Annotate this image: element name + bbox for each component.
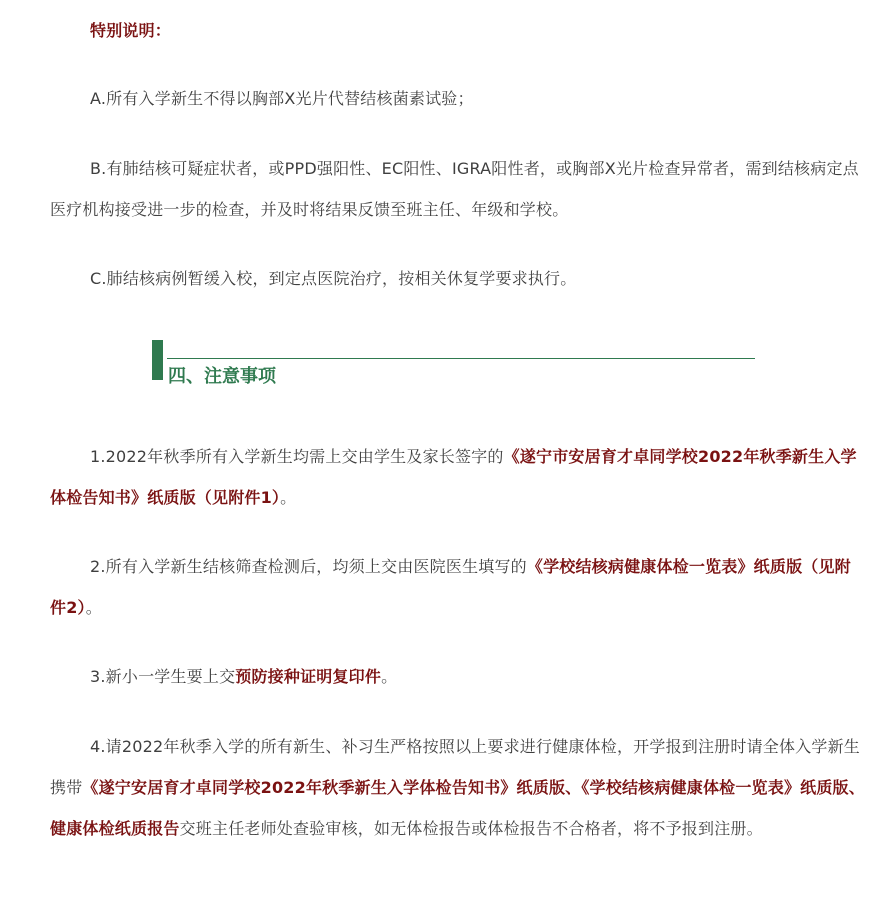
heading-accent-bar: [152, 340, 163, 380]
notice-item-3-highlight: 预防接种证明复印件: [235, 667, 382, 686]
notice-item-4-end: 交班主任老师处查验审核，如无体检报告或体检报告不合格者，将不予报到注册。: [179, 819, 763, 838]
notice-item-1-end: 。: [280, 488, 297, 507]
notice-item-3-end: 。: [381, 667, 398, 686]
notice-item-1-text: 1.2022年秋季所有入学新生均需上交由学生及家长签字的: [90, 447, 504, 466]
heading-divider: [167, 358, 755, 359]
special-note-item-a: A.所有入学新生不得以胸部X光片代替结核菌素试验；: [90, 89, 474, 108]
notice-item-4-highlight: 《遂宁安居育才卓同学校2022年秋季新生入学体检告知书》纸质版、《学校结核病健康体检一览表》纸质版、健康体检纸质报告: [50, 778, 865, 838]
section-heading: [152, 338, 756, 394]
notice-item-3-text: 3.新小一学生要上交: [90, 667, 236, 686]
notice-item-2-highlight: 《学校结核病健康体检一览表》纸质版（见附件2）: [50, 557, 851, 617]
special-note-item-b: B.有肺结核可疑症状者，或PPD强阳性、EC阳性、IGRA阳性者，或胸部X光片检查异常者，需到结核病定点医疗机构接受进一步的检查，并及时将结果反馈至班主任、年级和学校。: [50, 159, 859, 219]
notice-item-3: [50, 656, 865, 697]
section-heading-title: 四、注意事项: [168, 366, 276, 387]
notice-item-2-text: 2.所有入学新生结核筛查检测后，均须上交由医院医生填写的: [90, 557, 527, 576]
notice-item-2: [50, 546, 865, 628]
notice-item-1-highlight: 《遂宁市安居育才卓同学校2022年秋季新生入学体检告知书》纸质版（见附件1）: [50, 447, 857, 507]
special-note-title: 特别说明：: [90, 21, 172, 40]
notice-item-4: [50, 726, 865, 849]
special-note-item-c: C.肺结核病例暂缓入校，到定点医院治疗，按相关休复学要求执行。: [90, 269, 577, 288]
notice-item-2-end: 。: [85, 598, 102, 617]
notice-item-1: [50, 436, 865, 518]
notice-item-4-text: 4.请2022年秋季入学的所有新生、补习生严格按照以上要求进行健康体检，开学报到注册时请全体入学新生携带: [50, 737, 860, 797]
